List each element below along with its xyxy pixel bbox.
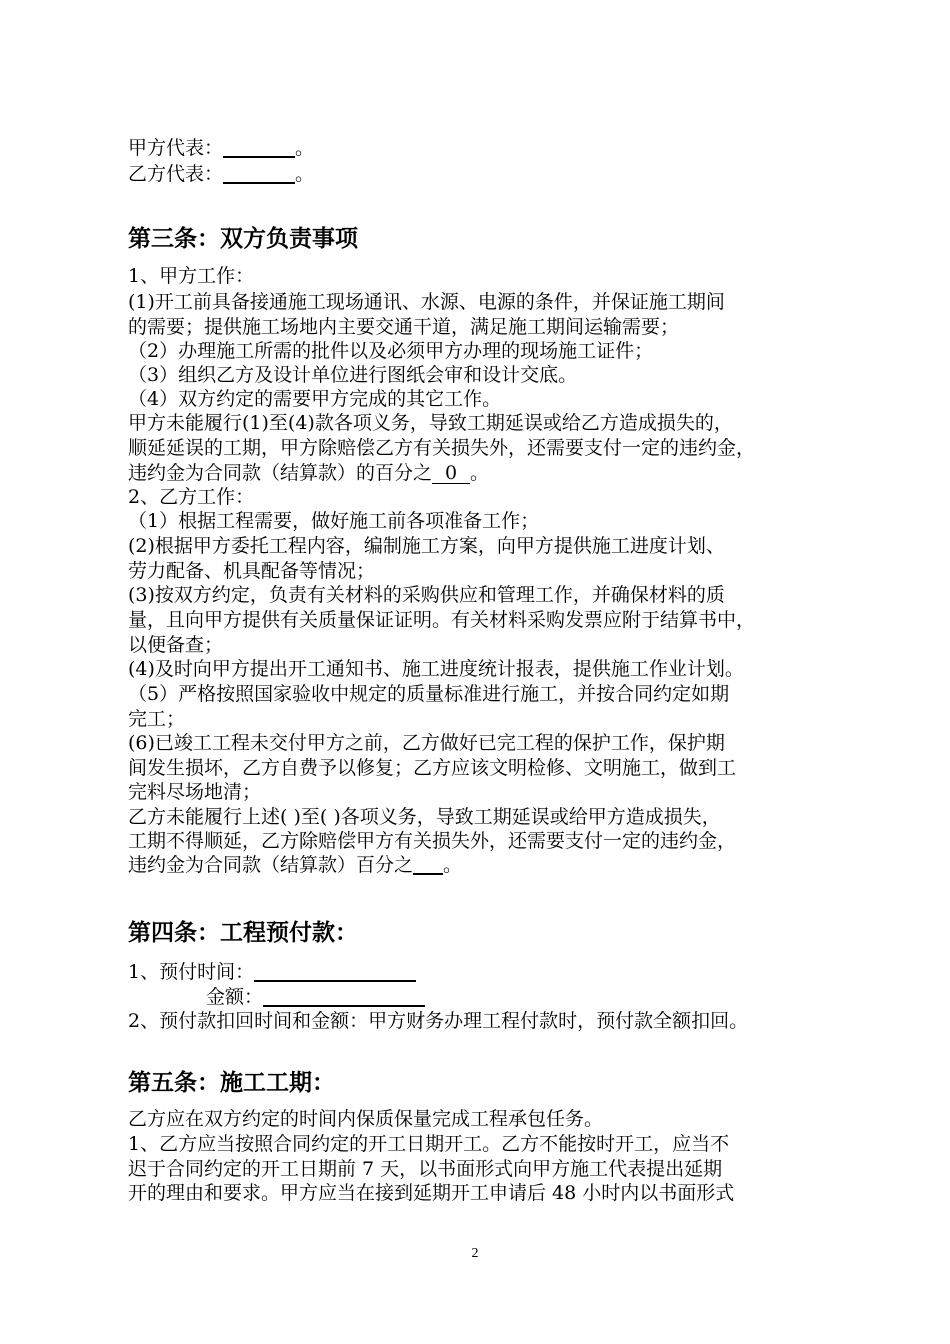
- article-5-item-1-line-1: 1、乙方应当按照合同约定的开工日期开工。乙方不能按时开工，应当不: [128, 1133, 730, 1155]
- party-b-item-2-line-1: (2)根据甲方委托工程内容，编制施工方案，向甲方提供施工进度计划、: [128, 535, 725, 557]
- party-a-item-3: （3）组织乙方及设计单位进行图纸会审和设计交底。: [128, 364, 578, 386]
- party-b-work-title: 2、乙方工作：: [128, 486, 255, 508]
- article-5-item-1-line-2: 迟于合同约定的开工日期前 7 天，以书面形式向甲方施工代表提出延期: [128, 1158, 723, 1180]
- advance-time-line: [128, 960, 416, 984]
- advance-deduction-line: 2、预付款扣回时间和金额：甲方财务办理工程付款时，预付款全额扣回。: [128, 1010, 749, 1032]
- article-5-intro: 乙方应在双方约定的时间内保质保量完成工程承包任务。: [128, 1108, 604, 1130]
- party-b-item-3-line-1: (3)按双方约定，负责有关材料的采购供应和管理工作，并确保材料的质: [128, 584, 725, 606]
- party-b-penalty-text: 违约金为合同款（结算款）百分之: [128, 854, 414, 876]
- party-a-representative-blank: [223, 136, 295, 158]
- article-5-item-1-line-3: 开的理由和要求。甲方应当在接到延期开工申请后 48 小时内以书面形式: [128, 1182, 735, 1204]
- party-a-item-2: （2）办理施工所需的批件以及必须甲方办理的现场施工证件；: [128, 340, 654, 362]
- advance-time-blank: [254, 960, 416, 982]
- party-b-item-4: (4)及时向甲方提出开工通知书、施工进度统计报表，提供施工作业计划。: [128, 658, 744, 680]
- party-a-item-1-line-1: (1)开工前具备接通施工现场通讯、水源、电源的条件，并保证施工期间: [128, 291, 725, 313]
- page-number: 2: [471, 1246, 479, 1261]
- advance-time-label: 1、预付时间：: [128, 961, 255, 983]
- party-a-penalty-percent: 0: [432, 463, 470, 484]
- advance-amount-label: 金额：: [206, 986, 264, 1008]
- party-a-penalty-end: 。: [470, 462, 490, 484]
- party-b-representative-blank: [223, 162, 295, 184]
- party-b-penalty-end: 。: [443, 854, 463, 876]
- article-4-heading: 第四条：工程预付款：: [128, 920, 358, 946]
- party-a-penalty-line-1: 甲方未能履行(1)至(4)款各项义务，导致工期延误或给乙方造成损失的，: [128, 412, 733, 434]
- party-a-representative-line: [128, 136, 314, 160]
- party-b-item-6-line-3: 完料尽场地清；: [128, 781, 262, 803]
- party-b-representative-label: 乙方代表：: [128, 163, 224, 185]
- party-b-item-3-line-2: 量，且向甲方提供有关质量保证证明。有关材料采购发票应附于结算书中，: [128, 609, 756, 631]
- party-b-penalty-line-1: 乙方未能履行上述( )至( )各项义务，导致工期延误或给甲方造成损失，: [128, 806, 721, 828]
- advance-amount-blank: [263, 985, 425, 1007]
- party-a-item-4: （4）双方约定的需要甲方完成的其它工作。: [128, 388, 502, 410]
- party-b-penalty-blank: [413, 853, 443, 875]
- party-a-item-1-line-2: 的需要；提供施工场地内主要交通干道，满足施工期间运输需要；: [128, 316, 680, 338]
- party-b-item-5-line-2: 完工；: [128, 708, 186, 730]
- party-b-penalty-line-3: [128, 853, 462, 877]
- party-b-period: 。: [295, 163, 315, 185]
- party-a-representative-label: 甲方代表：: [128, 137, 224, 159]
- party-b-item-6-line-1: (6)已竣工工程未交付甲方之前，乙方做好已完工程的保护工作，保护期: [128, 732, 725, 754]
- party-b-penalty-line-2: 工期不得顺延，乙方除赔偿甲方有关损失外，还需要支付一定的违约金，: [128, 830, 737, 852]
- party-a-penalty-line-3: [128, 461, 489, 485]
- party-b-representative-line: [128, 162, 314, 186]
- party-a-work-title: 1、甲方工作：: [128, 265, 255, 287]
- party-b-item-2-line-2: 劳力配备、机具配备等情况；: [128, 560, 376, 582]
- party-a-penalty-line-2: 顺延延误的工期，甲方除赔偿乙方有关损失外，还需要支付一定的违约金，: [128, 437, 756, 459]
- party-b-item-1: （1）根据工程需要，做好施工前各项准备工作；: [128, 510, 540, 532]
- party-b-item-5-line-1: （5）严格按照国家验收中规定的质量标准进行施工，并按合同约定如期: [128, 683, 730, 705]
- party-a-penalty-text: 违约金为合同款（结算款）的百分之: [128, 462, 433, 484]
- party-b-item-3-line-3: 以便备查；: [128, 634, 224, 656]
- party-b-item-6-line-2: 间发生损坏，乙方自费予以修复；乙方应该文明检修、文明施工，做到工: [128, 757, 737, 779]
- article-5-heading: 第五条：施工工期：: [128, 1070, 335, 1096]
- advance-amount-line: [206, 985, 425, 1009]
- article-3-heading: 第三条：双方负责事项: [128, 226, 358, 252]
- party-a-period: 。: [295, 137, 315, 159]
